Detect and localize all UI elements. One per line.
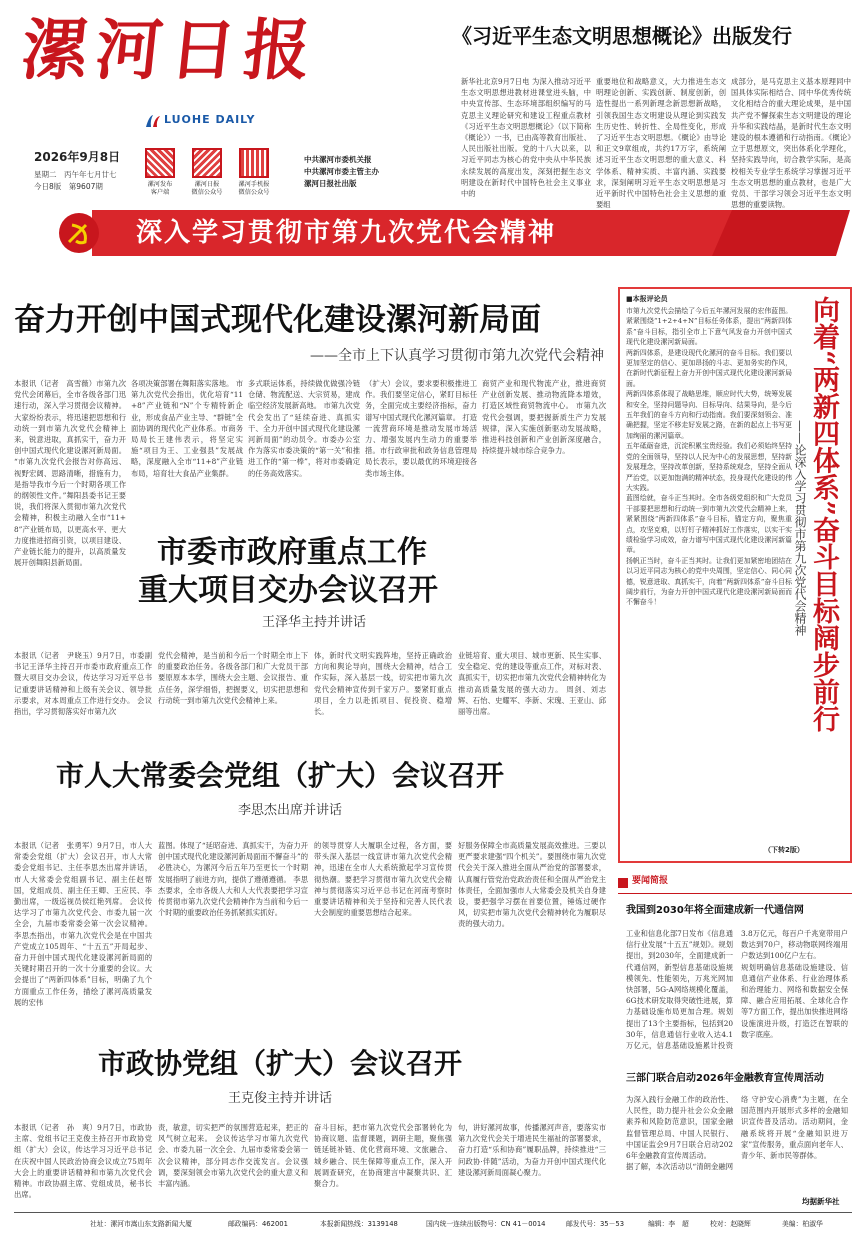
commentary-continued: （下转2版）: [764, 846, 804, 854]
publisher-line-3: 漯河日报社出版: [304, 179, 357, 188]
story2-col3: 体，新时代文明实践阵地，坚持正确政治方向和舆论导向，围绕大会精神，结合工作实际，深入基层一线，切实把市第九次党代会精神宣传到千家万户。要紧盯重点项目，全力以赴抓项目、促投资、稳增长。: [314, 651, 452, 717]
issue-lunar: 星期二 丙午年七月廿七: [34, 170, 117, 179]
qr-label-app: 漯河发布 客户端: [147, 181, 173, 196]
story2-byline: 王泽华主持并讲话: [262, 615, 367, 630]
story2-title-line1[interactable]: 市委市政府重点工作: [157, 535, 427, 570]
logo-icon: [145, 114, 161, 128]
qr-code-app[interactable]: [145, 148, 175, 178]
book-article-col1: 新华社北京9月7日电 为深入推动习近平生态文明思想进教材进课堂进头脑，中中央宣传部、生态环境部组织编写的马克思主义理论研究和建设工程重点教材《习近平生态文明思想概论》（以下简称《概论》）一书，已由高等教育出版社、人民出版社出版。党的十八大以来，以习近平同志为核心的党中央从中华民族永续发展的高度出发，深刻把握生态文明建设在新时代中国特色社会主义事业中的: [461, 77, 591, 199]
footer-phone: 本报新闻热线：3139148: [320, 1220, 398, 1228]
story3-col1: 本报讯（记者 张勇军）9月7日，市人大常委会党组（扩大）会议召开，市人大常委会党组书记、主任李思杰出席并讲话，市人大常委会党组副书记、副主任赵帮国，党组成员、副主任王卿、王应民、李勤出席，一级巡视员侯红艳列席。 会议传达学习了市第九次党代会、市委九届一次全会，九届市委常委会第一次会议精神。李思杰指出，市第九次党代会是在中国共产党成立105周年、“十五五”开局起步、奋力开创中国式现代化建设漯河新局面的关键时期召开的一次十分重要的会议。大会提出了“两新四体系”目标，明确了九个方面重点工作任务，描绘了漯河高质量发展的宏伟: [14, 841, 152, 1007]
book-headline[interactable]: 《习近平生态文明思想概论》出版发行: [452, 24, 792, 48]
masthead-title: 漯河日报: [17, 11, 323, 89]
footer-rule: [14, 1212, 852, 1213]
footer-cn: 国内统一连续出版物号：CN 41－0014: [426, 1220, 546, 1228]
story2-title-line2[interactable]: 重大项目交办会议召开: [138, 573, 438, 608]
story4-col2: 责，敏意，切实把严的氛围营造起来，把正的风气树立起来。 会议传达学习市第九次党代会、市委九届一次全会、九届市委常委会第一次会议精神，部分同志作交流发言。会议强调，要深刻领会市第九次党代会的重大意义和丰富内涵。: [158, 1123, 308, 1189]
masthead-subtitle: LUOHE DAILY: [164, 113, 256, 126]
qr-code-mobile[interactable]: [239, 148, 269, 178]
footer-mail-code: 邮发代号：35－53: [566, 1220, 625, 1228]
story3-col3: 的领导贯穿人大履职全过程，各方面，要带头深入基层一线宣讲市第九次党代会精神，迅速在全市人大系统掀起学习宣传贯彻热潮。要把学习贯彻市第九次党代会精神与贯彻落实习近平总书记在河南考察时重要讲话精神和关于坚持和完善人民代表大会制度的重要思想结合起来。: [314, 841, 452, 918]
banner-text: 深入学习贯彻市第九次党代会精神: [136, 218, 557, 248]
story1-col4: （扩大）会议，要求要积极推进工作。我们要坚定信心，紧盯目标任务，全面完成主要经济指标，奋力谱写中国式现代化漯河篇章。 打造一流营商环境是推动发展市场活力、增强发展内生动力的重要举措。市行政审批和政务信息管理局局长表示，要以最优的环境迎接各类市场主体。: [365, 379, 477, 478]
book-article-col2: 重要地位和战略意义，大力推进生态文明理论创新、实践创新、制度创新，创造性提出一系列新理念新思想新战略，引领我国生态文明建设从理论到实践发生历史性、转折性、全局性变化，形成了习近平生态文明思想。《概论》由导论和正文9章组成，共约17万字，系统阐述习近平生态文明思想的重大意义、科学体系、精神实质、丰富内涵、实践要求，深刻阐明习近平生态文明思想是习近平新时代中国特色社会主义思想的重要组: [596, 77, 726, 210]
story2-col4: 业链培育、重大项目、城市更新、民生实事、安全稳定、党的建设等重点工作，对标对表、真抓实干，切实把市第九次党代会精神转化为推动高质量发展的强大动力。 周剑、刘志辉、石怡、史耀军、李新、宋瑰、王亚山、邱丽等出席。: [458, 651, 606, 717]
story3-col2: 蓝图。体现了“延昭奋进、真抓实干，为奋力开创中国式现代化建设漯河新局面而不懈奋斗”的必胜决心，为漯河今后五年乃至更长一个时期发展指明了前进方向，提供了遵循遵循。 李思杰要求，全市各级人大和人大代表要把学习宣传贯彻市第九次党代会精神作为当前和今后一个时期的重要政治任务抓紧抓实抓好。: [158, 841, 308, 918]
news-brief-section: 要闻简报: [632, 876, 669, 886]
story3-col4: 好服务保障全市高质量发展高效推进。三要以更严要求建强“四个机关”。要围绕市第九次党代会关于深入推进全面从严治党的部署要求，认真履行管党治党政治责任和全面从严治党主体责任，全面加强市人大常委会及机关自身建设，要把强学习摆在首要位置，锤炼过硬作风，切实把市第九次党代会精神转化为履职尽责的强大动力。: [458, 841, 606, 929]
brief-byline: 均据新华社: [802, 1197, 840, 1206]
brief-item1-title[interactable]: 我国到2030年将全面建成新一代通信网: [626, 905, 804, 916]
theme-banner: [92, 210, 850, 256]
qr-label-wechat: 漯河日报 微信公众号: [191, 181, 223, 196]
story4-col1: 本报讯（记者 孙 爽）9月7日，市政协主席、党组书记王克俊主持召开市政协党组（扩大）会议，传达学习习近平总书记在庆祝中国人民政治协商会议成立75周年大会上的重要讲话精神和市第九次党代会精神。市政协副主席、党组成员，秘书长出席。: [14, 1123, 152, 1200]
story1-col2: 各项决策部署在舞阳落实落地。 市第九次党代会指出，优化培育“11+8”产业链和“N”个专精特新企业，形成食品产业主导、“群链”全面协调的现代化产业体系。市商务局局长王建伟表示，将坚定实施“项目为王、工业强县”发展战略，深度融入全市“11+8”产业链布局，培育壮大食品产业集群。: [131, 379, 243, 478]
story1-subtitle: ——全市上下认真学习贯彻市第九次党代会精神: [310, 348, 604, 364]
publisher-line-1: 中共漯河市委机关报: [304, 155, 372, 164]
issue-date: 2026年9月8日: [34, 150, 121, 164]
story2-col2: 党代会精神，是当前和今后一个时期全市上下的重要政治任务。各级各部门和广大党员干部要原原本本学，围绕大会主题、会议报告、重点任务，深学细悟，把握要义，切实把思想和行动统一到市第九次党代会精神上来。: [158, 651, 308, 705]
commentary-title[interactable]: 向着“两新四体系”奋斗目标阔步前行: [808, 296, 839, 733]
story3-title[interactable]: 市人大常委会党组（扩大）会议召开: [56, 759, 505, 792]
story4-col4: 句，讲好漯河故事，传播漯河声音，要落实市第九次党代会关于增进民生福祉的部署要求，奋力打造“乐和协商”履职品牌，持续推进“三问政协·伴随”活动，为奋力开创中国式现代化建设漯河新局面凝心聚力。: [458, 1123, 606, 1177]
story4-col3: 奋斗目标，把市第九次党代会部署转化为协商议题、监督课题，调研主题，聚焦强链延链补链、优化营商环境、文旅融合、城乡融合、民生保障等重点工作，深入开展调查研究，在协商建言中凝聚共识、汇聚合力。: [314, 1123, 452, 1189]
commentary-body: 市第九次党代会描绘了今后五年漯河发展的宏伟蓝图。紧紧围绕“1+2+4+N”目标任务体系，提出“两新四体系”奋斗目标，指引全市上下意气风发奋力开创中国式现代化建设漯河新局面。 两新四体系，是建设现代化漯河的奋斗目标。我们要以更加坚定的信心、更加昂扬的斗志、更加务实的作风，在新时代新征程上奋力开创中国式现代化建设漯河新局面。 两新四体系体现了战略思维，顺应时代大势，统筹发展和安全，坚持问题导向、目标导向、结果导向，是今后五年我们的奋斗方向和行动指南。我们要深刻领会、准确把握，坚定不移走好发展之路，在新的起点上书写更加绚丽的漯河篇章。 五年砥砺奋进，沉淀积累宝贵经验。我们必须始终坚持党的全面领导，坚持以人民为中心的发展思想，坚持新发展理念，坚持改革创新，坚持系统观念，坚持全面从严治党，以更加饱满的精神状态，投身现代化建设的伟大实践。 蓝图绘就，奋斗正当其时。全市各级党组织和广大党员干部要把思想和行动统一到市第九次党代会精神上来，紧紧围绕“两新四体系”奋斗目标，锚定方向，聚焦重点，攻坚克难，以钉钉子精神抓好工作落实，以实干实绩检验学习成效，奋力谱写中国式现代化建设漯河新篇章。 扬帆正当时，奋斗正当其时。让我们更加紧密地团结在以习近平同志为核心的党中央周围，坚定信心、同心同德，锐意进取、真抓实干，向着“两新四体系”奋斗目标阔步前行，为奋力开创中国式现代化建设漯河新局面而不懈奋斗！: [626, 307, 792, 607]
footer-postcode: 邮政编码：462001: [228, 1220, 288, 1228]
footer-proof: 校对：赵晓辉: [710, 1220, 751, 1228]
footer: [14, 1218, 852, 1232]
qr-code-wechat[interactable]: [192, 148, 222, 178]
story1-col1: 本报讯（记者 高雪薇）市第九次党代会闭幕后，全市各级各部门迅速行动，深入学习贯彻会议精神。大家纷纷表示，将迅速把思想和行动统一到市第九次党代会精神上来，锐意进取，真抓实干，奋力开创中国式现代化建设漯河新局面。 “市第九次党代会报告对你高远、视野宏阔、思路清晰，措施有力，是指导我市今后一个时期各项工作的纲领性文件。”舞阳县委书记王要说，我们将深入贯彻市第九次党代会精神，积极主动融入全市“11+8”产业链布局，以更高水平、更大力度推进招商引资，以项目建设、产业链长能力的提升，以高质量发展开创舞阳县新局面。: [14, 379, 126, 568]
qr-label-mobile: 漯河手机报 微信公众号: [238, 181, 270, 196]
story4-byline: 王克俊主持并讲话: [228, 1091, 333, 1106]
footer-editor: 编辑：李 超: [648, 1220, 689, 1228]
commentary-intro: ■本报评论员: [626, 295, 668, 303]
news-brief-header: [618, 874, 852, 894]
commentary-subtitle: ——论深入学习贯彻市第九次党代会精神: [793, 420, 807, 636]
brief-item2-title[interactable]: 三部门联合启动2026年金融教育宣传周活动: [626, 1073, 824, 1084]
story3-byline: 李思杰出席并讲话: [238, 803, 343, 818]
publisher-line-2: 中共漯河市委主管主办: [304, 167, 379, 176]
party-emblem-icon: [58, 212, 100, 254]
story1-col3: 多式联运体系，持续做优做强冷链仓储、物流配送、大宗贸易，建成临空经济发展新高地。 市第九次党代会发出了“延续奋进、真抓实干、全力开创中国式现代化建设漯河新局面”的动员令。市委办公室作为落实市委决策的“第一关”和推进工作的“第一棒”，将对市委确定的任务高效落实。: [248, 379, 360, 478]
book-article-col3: 成部分，是马克思主义基本原理同中国具体实际相结合、同中华优秀传统文化相结合的重大理论成果，是中国共产党不懈探索生态文明建设的理论升华和实践结晶，是新时代生态文明建设的根本遵循和行动指南。《概论》立于思想原文，突出体系化学理化，坚持实践导向，切合教学实际，是高校相关专业学生系统学习掌握习近平生态文明思想的重点教材，也是广大党员、干部学习领会习近平生态文明思想的重要读物。: [731, 77, 851, 210]
issue-edition: 今日8版 第9607期: [34, 182, 103, 191]
story4-title[interactable]: 市政协党组（扩大）会议召开: [98, 1047, 463, 1080]
story1-title[interactable]: 奋力开创中国式现代化建设漯河新局面: [14, 302, 541, 338]
footer-designer: 美编：柏淑华: [782, 1220, 823, 1228]
news-brief-marker-icon: [618, 878, 628, 888]
story1-col5: 商贸产业和现代物流产业，推进商贸产业创新发展、推动物流降本增效，打造区域性商贸物流中心。 市第九次党代会强调，要把握新质生产力发展规律，深入实施创新驱动发展战略，推进科技创新和产业创新深度融合，持续提升城市综合竞争力。: [482, 379, 606, 456]
story2-col1: 本报讯（记者 尹晓玉）9月7日，市委副书记王泽华主持召开市委市政府重点工作暨大项目交办会议，传达学习习近平总书记重要讲话精神和上级有关会议、领导批示要求，对本周重点工作进行交办。 会议指出，学习贯彻落实好市第九次: [14, 651, 152, 717]
brief-item1-body: 工业和信息化部7日发布《信息通信行业发展“十五五”规划》。规划提出，到2030年，全面建成新一代通信网，新型信息基础设施规模领先、性能领先，万兆光网加快部署，5G-A网络规模化覆盖，6G技术研发取得突破性进展，算力基础设施布局更加合理。规划提出了13个主要指标，包括到2030年，信息通信行业收入达4.1万亿元，信息基础设施累计投资3.8万亿元，每百户千兆宽带用户数达到70户，移动物联网终端用户数达到100亿户左右。 规划明确信息基础设施建设、信息通信产业体系、行业治理体系和治理能力、网络和数据安全保障、融合应用拓展、全球化合作等7方面工作，提出加快推进网络设施演进升级，打造泛在智联的数字底座。: [626, 929, 848, 1051]
brief-item2-body: 为深入践行金融工作的政治性、人民性，助力提升社会公众金融素养和风险防范意识，国家金融监督管理总局、中国人民银行、中国证监会9月7日联合启动2026年金融教育宣传周活动。 据了解，本次活动以“清朗金融网络 守护安心消费”为主题，在全国范围内开展形式多样的金融知识宣传普及活动。活动期间，金融系统将开展“金融知识进万家”宣传服务，重点面向老年人、青少年、新市民等群体。: [626, 1095, 848, 1172]
footer-address: 社址：漯河市嵩山东支路新闻大厦: [90, 1220, 192, 1228]
